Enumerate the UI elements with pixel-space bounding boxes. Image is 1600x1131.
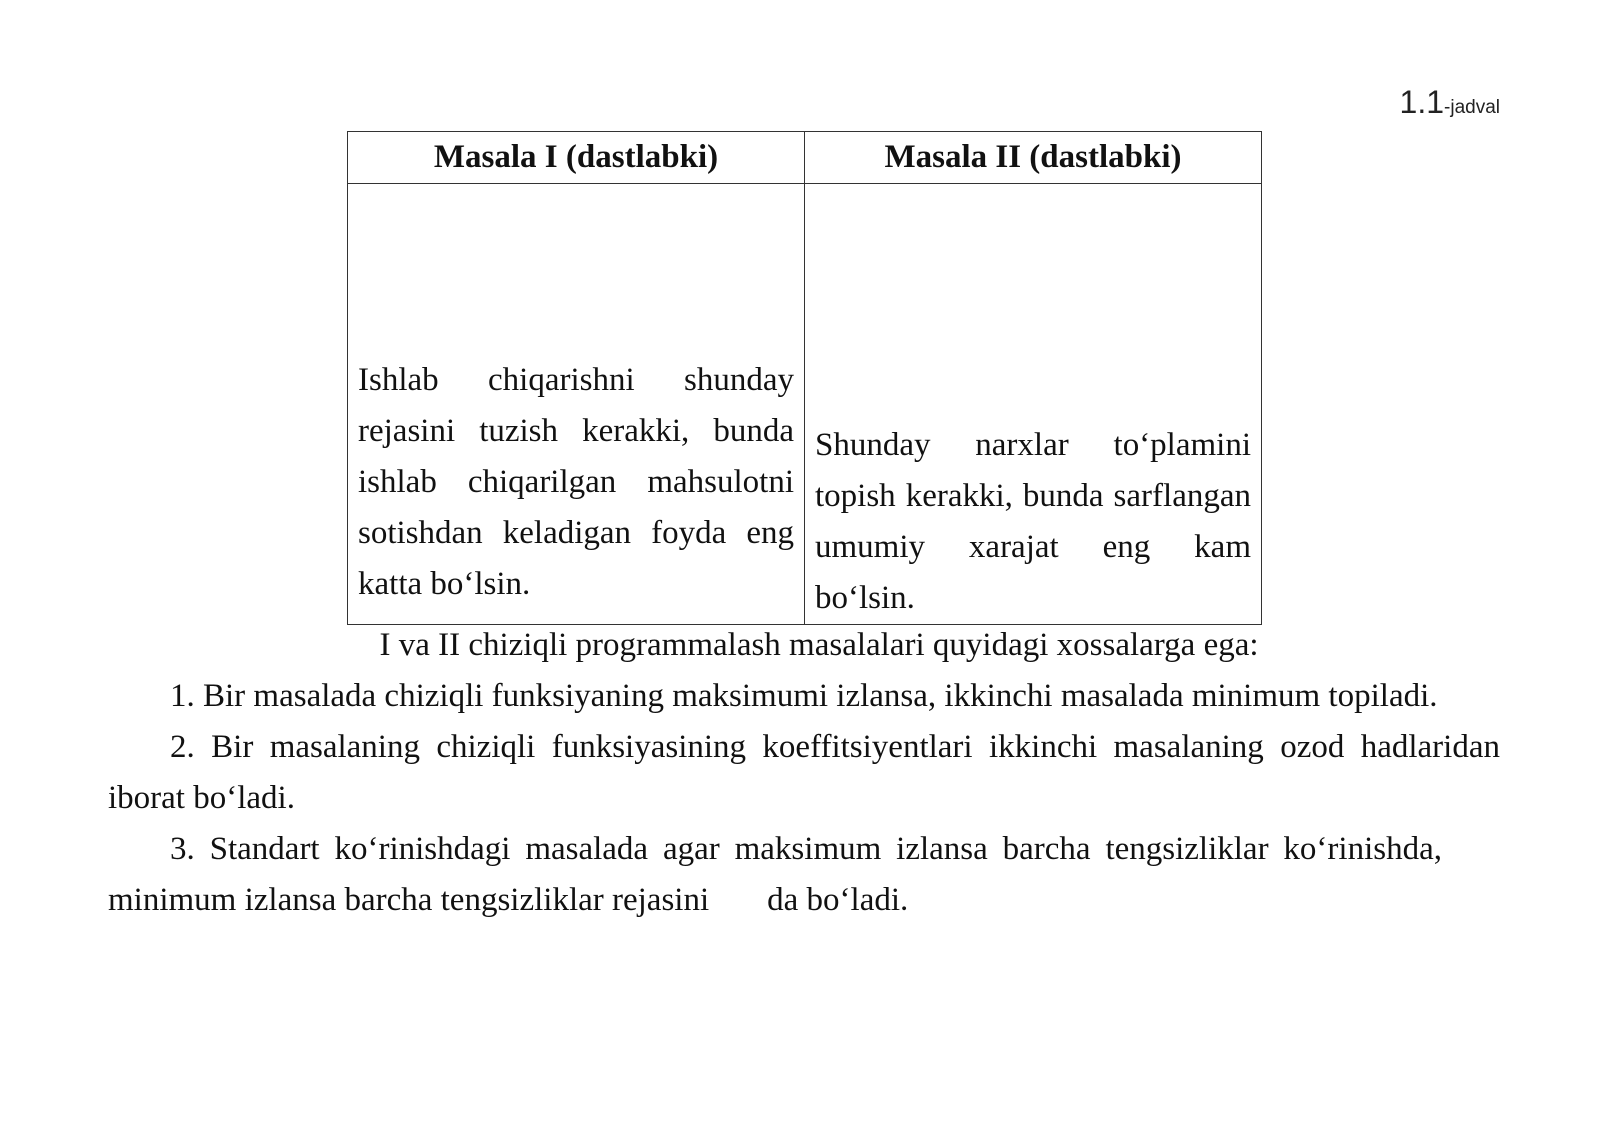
table-header-row [348,132,1262,184]
property-item-3 [108,824,1500,926]
cell-masala-2 [805,184,1262,625]
cell-masala-1-text: Ishlab chiqarishni shunday rejasini tuzish kerakki, bunda ishlab chiqarilgan mahsulotni sotishdan keladigan foyda eng katta bo‘lsin. [358,362,794,602]
header-masala-1: Masala I (dastlabki) [348,132,805,184]
table-row [348,184,1262,625]
properties-intro: I va II chiziqli programmalash masalalari quyidagi xossalarga ega: [379,627,1259,663]
table-caption [1400,84,1500,121]
property-item-1: 1. Bir masalada chiziqli funksiyaning maksimumi izlansa, ikkinchi masalada minimum topiladi. [170,678,1438,714]
property-item-2: 2. Bir masalaning chiziqli funksiyasining koeffitsiyentlari ikkinchi masalaning ozod hadlaridan iborat bo‘ladi. [108,729,1500,816]
property-item-3-end: da bo‘ladi. [767,882,909,918]
body-text [108,620,1500,926]
comparison-table [347,131,1262,625]
table-label-suffix: -jadval [1444,97,1500,118]
cell-masala-2-text: Shunday narxlar to‘plamini topish kerakki, bunda sarflangan umumiy xarajat eng kam bo‘lsin. [815,427,1251,616]
property-item-3-text: 3. Standart ko‘rinishdagi masalada agar maksimum izlansa barcha tengsizliklar ko‘rinishda, minimum izlansa barcha tengsizliklar rejasini [108,831,1442,918]
table-number: 1.1 [1399,84,1445,120]
cell-masala-1 [348,184,805,625]
header-masala-2: Masala II (dastlabki) [805,132,1262,184]
